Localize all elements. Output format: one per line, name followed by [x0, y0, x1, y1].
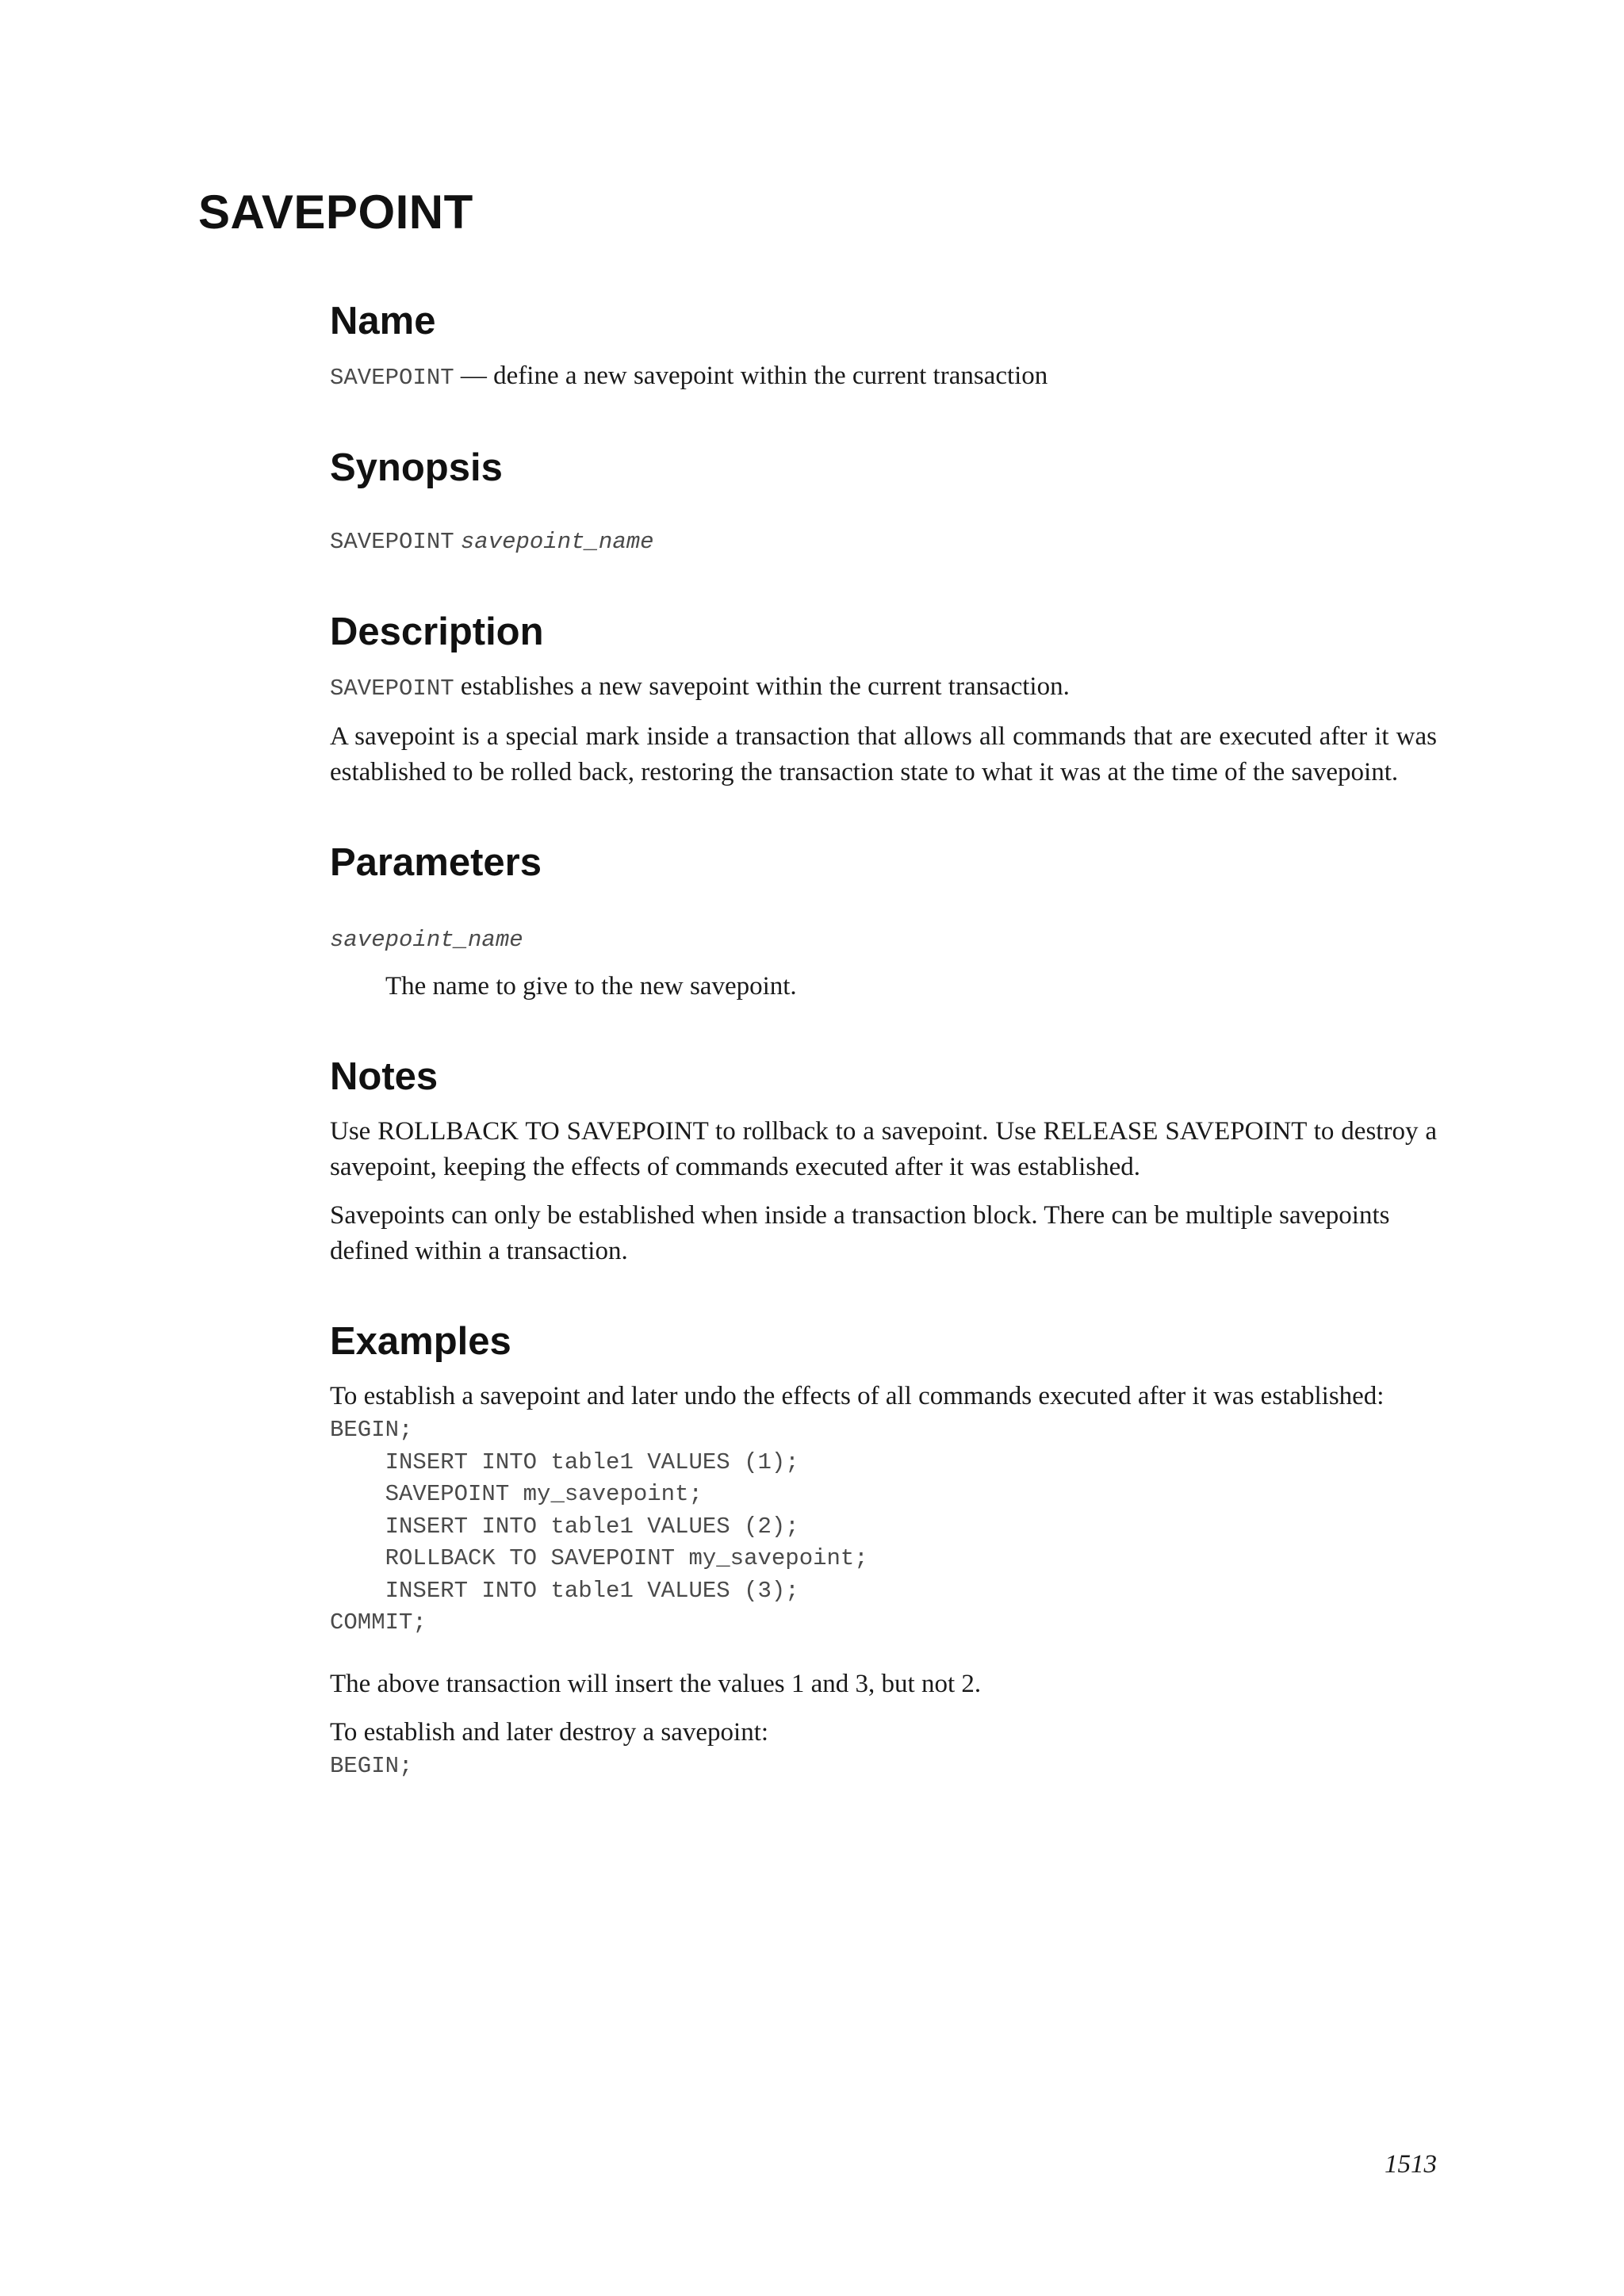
name-summary: — define a new savepoint within the current transaction [460, 362, 1048, 390]
synopsis-argument: savepoint_name [460, 529, 654, 555]
parameter-term-name: savepoint_name [330, 927, 523, 953]
name-command: SAVEPOINT [330, 365, 454, 391]
description-paragraph-1-text: establishes a new savepoint within the current transaction. [454, 672, 1070, 701]
parameters-heading: Parameters [330, 841, 542, 884]
notes-paragraph-2: Savepoints can only be established when inside a transaction block. There can be multiple savepoints defined within a transaction. [330, 1201, 1390, 1265]
synopsis-heading: Synopsis [330, 446, 503, 489]
description-command: SAVEPOINT [330, 675, 454, 702]
name-section [330, 293, 1437, 396]
synopsis-line [330, 522, 1437, 560]
parameters-section [330, 835, 1437, 1004]
examples-heading: Examples [330, 1320, 511, 1363]
description-section [330, 604, 1437, 790]
page-title: SAVEPOINT [198, 186, 473, 239]
notes-paragraph-1: Use ROLLBACK TO SAVEPOINT to rollback to a savepoint. Use RELEASE SAVEPOINT to destroy a savepoint, keeping the effects of commands executed after it was established. [330, 1117, 1437, 1181]
synopsis-section [330, 440, 1437, 560]
name-line [330, 358, 1437, 396]
examples-result-1: The above transaction will insert the values 1 and 3, but not 2. [330, 1669, 982, 1698]
page-content [330, 293, 1437, 1782]
parameter-term [330, 920, 1437, 958]
description-paragraph-1 [330, 669, 1437, 706]
notes-heading: Notes [330, 1055, 439, 1098]
examples-intro-2: To establish and later destroy a savepoint: [330, 1717, 769, 1747]
synopsis-command: SAVEPOINT [330, 529, 454, 555]
notes-section [330, 1049, 1437, 1269]
page-number: 1513 [1385, 2150, 1437, 2179]
examples-section [330, 1314, 1437, 1782]
name-heading: Name [330, 300, 436, 342]
code-example-1: BEGIN; INSERT INTO table1 VALUES (1); SAVEPOINT my_savepoint; INSERT INTO table1 VALUES (2); ROLLBACK TO SAVEPOINT my_savepoint; INSERT INTO table1 VALUES (3); COMMIT; [330, 1417, 868, 1636]
parameter-definition: The name to give to the new savepoint. [385, 972, 797, 1001]
description-paragraph-2: A savepoint is a special mark inside a transaction that allows all commands that are executed after it was established to be rolled back, restoring the transaction state to what it was at the time of the savepoint. [330, 722, 1437, 786]
description-heading: Description [330, 610, 544, 653]
examples-intro-1: To establish a savepoint and later undo the effects of all commands executed after it was established: [330, 1382, 1385, 1410]
code-example-2: BEGIN; [330, 1752, 413, 1779]
